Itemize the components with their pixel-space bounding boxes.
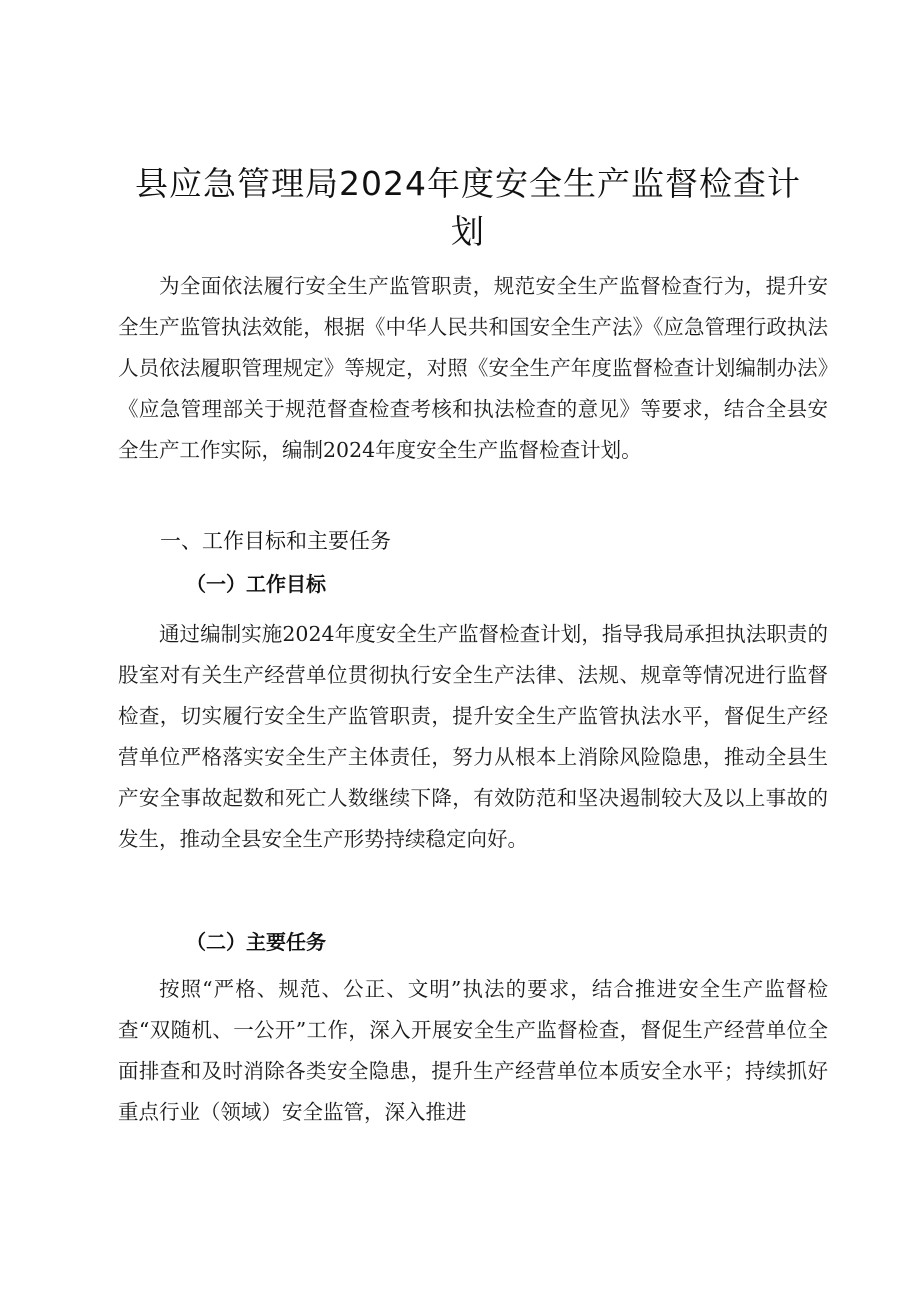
document-title-line-2: 划 (451, 212, 485, 251)
main-tasks-paragraph: 按照“严格、规范、公正、文明”执法的要求，结合推进安全生产监督检查“双随机、一公开”工作，深入开展安全生产监督检查，督促生产经营单位全面排查和及时消除各类安全隐患，提升生产经营单位本质安全水平；持续抓好重点行业（领域）安全监管，深入推进 (118, 977, 828, 1124)
subsection-heading-main-tasks: （二）主要任务 (186, 930, 326, 954)
document-title (118, 160, 818, 256)
document-title-line-1: 县应急管理局2024年度安全生产监督检查计 (135, 164, 801, 203)
work-goals-paragraph: 通过编制实施2024年度安全生产监督检查计划，指导我局承担执法职责的股室对有关生产经营单位贯彻执行安全生产法律、法规、规章等情况进行监督检查，切实履行安全生产监管职责，提升安全生产监管执法水平，督促生产经营单位严格落实安全生产主体责任，努力从根本上消除风险隐患，推动全县生产安全事故起数和死亡人数继续下降，有效防范和坚决遏制较大及以上事故的发生，推动全县安全生产形势持续稳定向好。 (118, 622, 828, 851)
subsection-heading-work-goals: （一）工作目标 (186, 572, 326, 596)
section-heading-goals-and-tasks: 一、工作目标和主要任务 (160, 529, 391, 553)
intro-paragraph: 为全面依法履行安全生产监管职责，规范安全生产监督检查行为，提升安全生产监管执法效能，根据《中华人民共和国安全生产法》《应急管理行政执法人员依法履职管理规定》等规定，对照《安全生产年度监督检查计划编制办法》《应急管理部关于规范督查检查考核和执法检查的意见》等要求，结合全县安全生产工作实际，编制2024年度安全生产监督检查计划。 (118, 274, 828, 462)
